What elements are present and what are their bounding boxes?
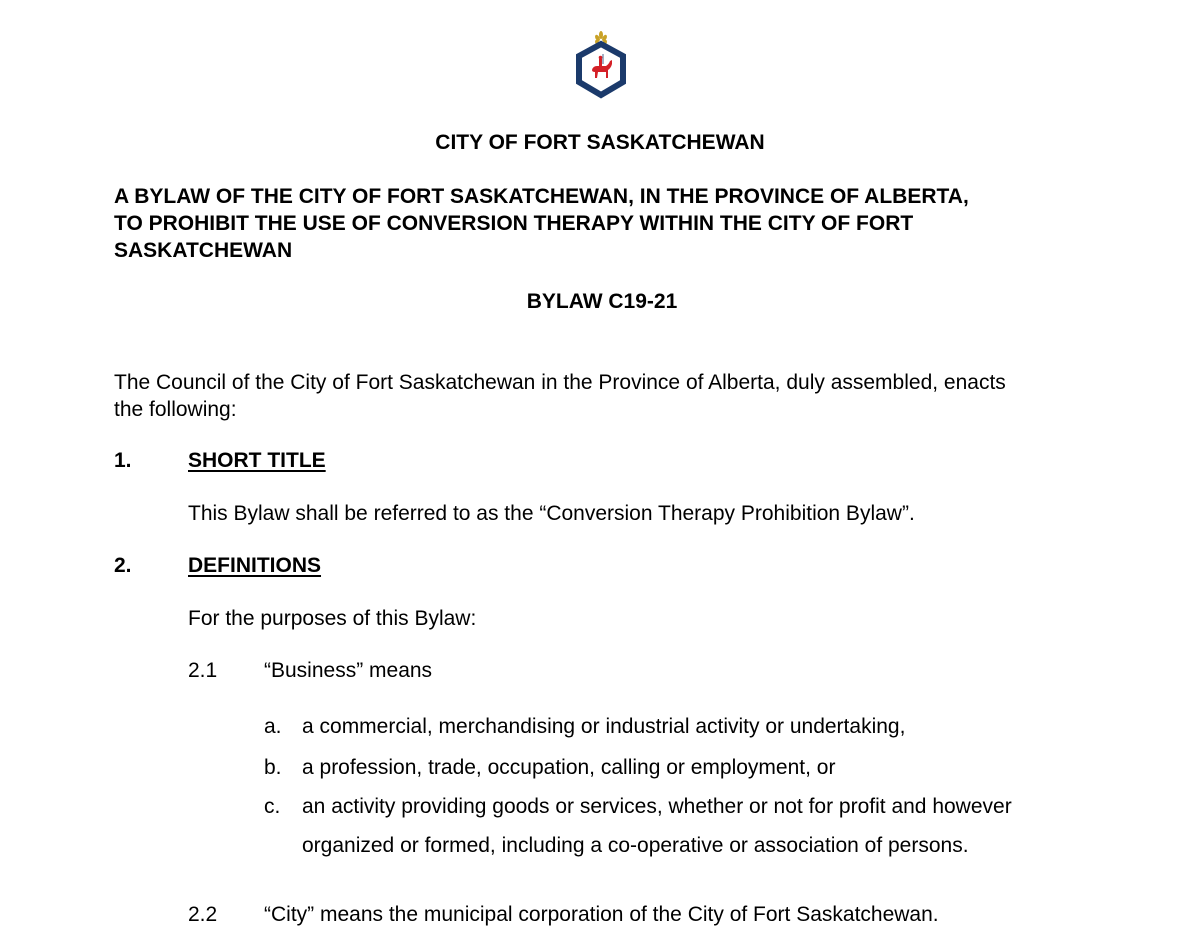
section-number: 1. xyxy=(114,449,132,472)
definition-text: “Business” means xyxy=(264,659,433,682)
definition-text: “City” means the municipal corporation of the City of Fort Saskatchewan. xyxy=(264,903,939,926)
list-item-letter: a. xyxy=(264,715,282,738)
preamble xyxy=(114,369,1006,423)
section-intro: For the purposes of this Bylaw: xyxy=(188,607,477,630)
list-item-text: an activity providing goods or services, whether or not for profit and however xyxy=(302,795,1012,818)
section-text: This Bylaw shall be referred to as the “Conversion Therapy Prohibition Bylaw”. xyxy=(188,502,915,525)
list-item-text-continuation: organized or formed, including a co-operative or association of persons. xyxy=(302,834,969,857)
section-number: 2. xyxy=(114,554,132,577)
list-item-text: a profession, trade, occupation, calling or employment, or xyxy=(302,756,836,779)
list-item-text: a commercial, merchandising or industrial activity or undertaking, xyxy=(302,715,906,738)
city-crest-logo xyxy=(575,30,627,100)
bylaw-number: BYLAW C19-21 xyxy=(526,290,678,313)
city-crest-icon xyxy=(575,30,627,100)
definition-number: 2.2 xyxy=(188,903,218,926)
preamble-line: the following: xyxy=(114,398,237,421)
list-item-letter: b. xyxy=(264,756,282,779)
section-heading-definitions: DEFINITIONS xyxy=(188,554,322,577)
city-title: CITY OF FORT SASKATCHEWAN xyxy=(435,131,765,154)
section-heading-short-title: SHORT TITLE xyxy=(188,449,326,472)
bylaw-heading-line: A BYLAW OF THE CITY OF FORT SASKATCHEWAN, IN THE PROVINCE OF ALBERTA, xyxy=(114,185,969,208)
bylaw-heading-line: TO PROHIBIT THE USE OF CONVERSION THERAPY WITHIN THE CITY OF FORT xyxy=(114,212,914,235)
bylaw-heading-line: SASKATCHEWAN xyxy=(114,239,293,262)
preamble-line: The Council of the City of Fort Saskatchewan in the Province of Alberta, duly assembled, enacts xyxy=(114,371,1006,394)
definition-number: 2.1 xyxy=(188,659,218,682)
list-item-letter: c. xyxy=(264,795,281,818)
bylaw-heading xyxy=(114,183,969,264)
